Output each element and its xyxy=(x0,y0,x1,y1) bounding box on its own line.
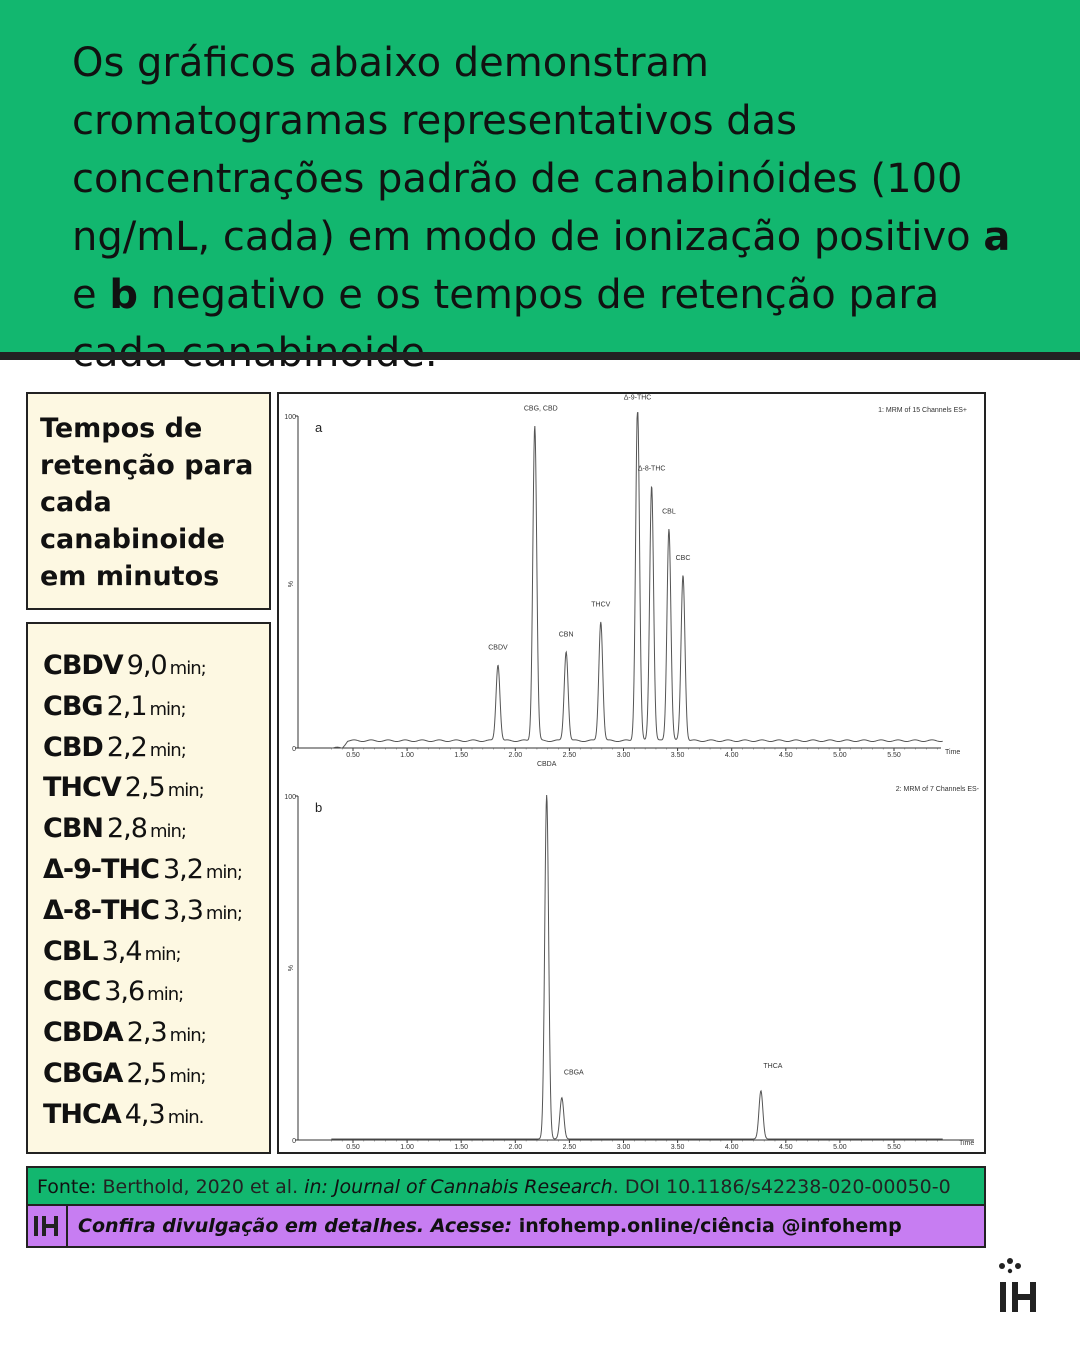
cannabinoid-name: THCV xyxy=(43,772,121,804)
retention-item xyxy=(43,1054,242,1095)
cta-text xyxy=(78,1206,902,1246)
retention-item xyxy=(43,768,242,809)
chromatogram-trace xyxy=(331,795,942,1139)
peak-label: THCV xyxy=(591,601,611,609)
x-tick-label: 3.00 xyxy=(616,1144,631,1151)
cta-link[interactable]: infohemp.online/ciência @infohemp xyxy=(518,1215,902,1237)
x-tick-label: 5.00 xyxy=(833,1144,847,1151)
panel-letter: b xyxy=(315,800,323,815)
panel-letter: a xyxy=(315,420,323,435)
cta-bar xyxy=(26,1206,986,1248)
cannabinoid-name: CBDV xyxy=(43,650,123,681)
retention-value: 2,2 xyxy=(106,731,147,763)
source-bar xyxy=(26,1166,986,1206)
channel-label: 1: MRM of 15 Channels ES+ xyxy=(878,407,967,414)
header-text-part-2: e xyxy=(72,272,97,318)
retention-value: 3,6 xyxy=(104,976,145,1008)
peak-label: CBDA xyxy=(536,761,557,768)
retention-list xyxy=(43,646,242,1136)
retention-value: 2,3 xyxy=(126,1017,167,1049)
cannabinoid-name: CBGA xyxy=(43,1057,123,1089)
retention-value: 9,0 xyxy=(126,650,167,681)
retention-item xyxy=(43,1095,242,1136)
peak-label: CBN xyxy=(558,631,574,639)
retention-list-box xyxy=(26,622,271,1154)
x-tick-label: 5.00 xyxy=(833,752,847,759)
channel-label: 2: MRM of 7 Channels ES- xyxy=(895,786,979,793)
retention-item xyxy=(43,687,242,728)
cannabinoid-name: Δ-9-THC xyxy=(43,853,159,885)
retention-unit: min; xyxy=(149,821,186,843)
retention-value: 2,8 xyxy=(107,813,147,845)
x-tick-label: 4.50 xyxy=(778,752,793,759)
header-text xyxy=(72,34,1032,382)
retention-unit: min; xyxy=(167,780,204,802)
infohemp-logo xyxy=(994,1258,1044,1314)
retention-value: 2,1 xyxy=(106,690,147,722)
y-tick-label: 0 xyxy=(292,1138,296,1145)
header-bold-b: b xyxy=(109,272,138,318)
x-tick-label: 0.50 xyxy=(346,752,360,759)
x-tick-label: 3.50 xyxy=(670,1144,685,1151)
retention-unit: min; xyxy=(147,984,184,1006)
peak-label: Δ-9-THC xyxy=(623,394,652,402)
x-tick-label: 1.00 xyxy=(400,1144,414,1151)
retention-value: 3,4 xyxy=(101,935,142,967)
x-axis-label: Time xyxy=(945,749,961,756)
x-tick-label: 4.00 xyxy=(724,752,739,759)
retention-title: Tempos de retenção para cada canabinoide em minutos xyxy=(40,413,254,592)
retention-value: 3,3 xyxy=(162,894,203,926)
ih-logo-icon xyxy=(28,1206,68,1246)
retention-item xyxy=(43,891,242,932)
retention-item xyxy=(43,972,242,1013)
retention-item xyxy=(43,728,242,769)
x-tick-label: 1.00 xyxy=(400,752,414,759)
source-doi: . DOI 10.1186/s42238-020-00050-0 xyxy=(612,1176,951,1198)
x-tick-label: 0.50 xyxy=(346,1144,360,1151)
cannabinoid-name: CBN xyxy=(43,813,103,845)
header-banner xyxy=(0,0,1080,352)
peak-label: THCA xyxy=(763,1062,783,1070)
header-text-part-3: negativo e os tempos de retenção para xyxy=(150,272,940,318)
cannabinoid-name: CBL xyxy=(43,935,98,967)
cannabinoid-name: CBDA xyxy=(43,1017,123,1049)
retention-value: 4,3 xyxy=(124,1098,165,1130)
source-journal: Journal of Cannabis Research xyxy=(333,1176,613,1198)
retention-title-box xyxy=(26,392,271,610)
cannabinoid-name: CBG xyxy=(43,690,103,722)
x-tick-label: 2.00 xyxy=(508,752,523,759)
x-tick-label: 1.50 xyxy=(454,1144,469,1151)
peak-label: CBDV xyxy=(488,644,508,652)
header-text-part-1: Os gráficos abaixo demonstram cromatogramas representativos das concentrações padrão de canabinóides (100 ng/mL, cada) em modo de ionização positivo xyxy=(72,40,971,260)
chromatogram-svg xyxy=(279,394,984,1152)
retention-unit: min; xyxy=(205,861,242,883)
x-tick-label: 5.50 xyxy=(887,1144,901,1151)
peak-label: CBG, CBD xyxy=(523,405,558,413)
peak-label: CBC xyxy=(675,555,691,562)
retention-item xyxy=(43,646,242,687)
header-bold-a: a xyxy=(983,214,1011,260)
retention-unit: min; xyxy=(149,698,186,720)
retention-value: 3,2 xyxy=(162,853,203,885)
cannabinoid-name: Δ-8-THC xyxy=(43,894,159,926)
peak-label: CBL xyxy=(662,508,676,516)
y-axis-label: % xyxy=(288,965,295,972)
y-tick-label: 0 xyxy=(292,746,296,753)
y-axis-label: % xyxy=(288,581,295,588)
retention-unit: min; xyxy=(149,739,186,761)
x-tick-label: 3.50 xyxy=(670,752,685,759)
x-tick-label: 4.00 xyxy=(724,1144,739,1151)
cannabinoid-name: CBD xyxy=(43,731,103,763)
cannabinoid-name: THCA xyxy=(43,1098,121,1130)
source-in: in: xyxy=(304,1176,328,1198)
x-tick-label: 1.50 xyxy=(454,752,469,759)
x-tick-label: 4.50 xyxy=(778,1144,793,1151)
chromatogram-trace xyxy=(331,413,942,748)
x-axis-label: Time xyxy=(959,1140,975,1147)
cta-text-part-1: Confira divulgação em detalhes. Acesse: xyxy=(78,1215,513,1237)
y-tick-label: 100 xyxy=(284,794,296,801)
retention-item xyxy=(43,1013,242,1054)
peak-label: Δ-8-THC xyxy=(637,465,666,473)
retention-item xyxy=(43,932,242,973)
source-label: Fonte: xyxy=(37,1176,97,1198)
source-authors: Berthold, 2020 et al. xyxy=(102,1176,299,1198)
x-tick-label: 5.50 xyxy=(887,752,901,759)
cannabinoid-name: CBC xyxy=(43,976,101,1008)
retention-item xyxy=(43,850,242,891)
retention-unit: min; xyxy=(205,902,242,924)
retention-unit: min; xyxy=(169,658,206,679)
x-tick-label: 2.50 xyxy=(562,752,577,759)
retention-unit: min. xyxy=(167,1106,204,1128)
y-tick-label: 100 xyxy=(284,414,296,421)
x-tick-label: 2.50 xyxy=(562,1144,577,1151)
infohemp-logo-icon xyxy=(994,1258,1044,1314)
retention-value: 2,5 xyxy=(124,772,165,804)
retention-unit: min; xyxy=(144,943,181,965)
retention-item xyxy=(43,809,242,850)
x-tick-label: 3.00 xyxy=(616,752,631,759)
retention-unit: min; xyxy=(169,1025,206,1047)
x-tick-label: 2.00 xyxy=(508,1144,523,1151)
header-divider xyxy=(0,352,1080,360)
chromatogram-frame xyxy=(277,392,986,1154)
peak-label: CBGA xyxy=(563,1069,584,1077)
retention-unit: min; xyxy=(169,1065,206,1087)
retention-value: 2,5 xyxy=(126,1057,167,1089)
